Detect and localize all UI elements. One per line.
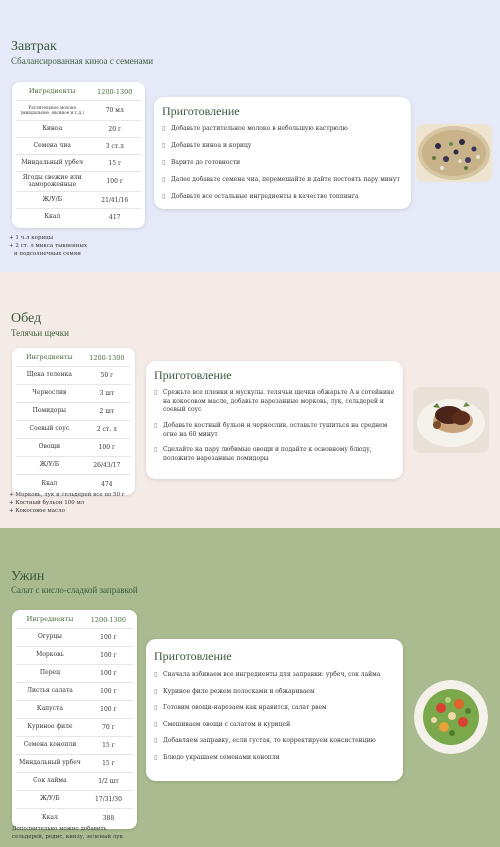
ingredient-amount: 2 шт xyxy=(99,408,115,415)
preparation-title: Приготовление xyxy=(154,649,232,663)
lunch-section xyxy=(0,272,500,528)
preparation-title: Приготовление xyxy=(154,368,232,382)
preparation-step: ▯ Смешиваем овощи с салатом и курицей xyxy=(154,721,291,728)
table-row xyxy=(16,737,133,755)
step-bullet-icon: ▯ xyxy=(154,688,158,695)
column-header: Ингредиенты xyxy=(26,615,74,624)
ingredient-name: Куриное филе xyxy=(27,723,73,731)
table-header xyxy=(16,350,131,367)
table-row xyxy=(16,475,131,493)
step-bullet-icon: ▯ xyxy=(162,176,166,183)
preparation-step: ▯ Сделайте на пару любимые овощи и подайте к основному блюду, положите нарезанные помидоры xyxy=(154,446,372,462)
note-line: и подсолнечных семян xyxy=(14,250,81,257)
table-row xyxy=(16,457,131,475)
note-line: + 1 ч.л корицы xyxy=(9,235,54,241)
ingredient-amount: 15 г xyxy=(102,760,115,767)
table-row xyxy=(16,791,133,809)
table-row xyxy=(16,647,133,665)
dinner-section xyxy=(0,528,500,847)
table-row xyxy=(16,209,141,226)
table-row xyxy=(16,155,141,172)
preparation-step: ▯ Добавьте растительное молоко в небольшую кастрюлю xyxy=(162,125,348,132)
ingredient-amount: 20 г xyxy=(108,125,122,133)
macros-value: 21/41/16 xyxy=(101,196,129,204)
ingredient-amount: 100 г xyxy=(106,178,123,185)
ingredient-amount: 100 г xyxy=(100,706,117,713)
table-row xyxy=(16,719,133,737)
table-row xyxy=(16,629,133,647)
ingredient-amount: 50 г xyxy=(100,372,114,379)
ingredient-name: Киноа xyxy=(42,124,63,132)
note-line: сельдерей, редис, кинзу, зеленый лук xyxy=(12,833,123,840)
step-bullet-icon: ▯ xyxy=(154,422,158,429)
preparation-step: ▯ Блюдо украшаем семенами конопли xyxy=(154,754,280,761)
ingredient-name: Перец xyxy=(39,669,60,677)
preparation-step: ▯ Добавляем заправку, если густая, то корректируем консистенцию xyxy=(154,737,376,744)
ingredient-name: Помидоры xyxy=(32,407,67,415)
table-header xyxy=(16,612,133,629)
column-header: 1200-1300 xyxy=(89,354,125,362)
preparation-title: Приготовление xyxy=(162,104,240,118)
ingredient-amount: 100 г xyxy=(100,670,117,677)
breakfast-ingredients-table xyxy=(12,82,145,228)
step-bullet-icon: ▯ xyxy=(154,704,158,711)
column-header: 1200-1300 xyxy=(97,88,133,96)
ingredient-amount: 100 г xyxy=(98,444,116,451)
preparation-step: ▯ Готовим овощи-нарезаем как нравится, салат рвем xyxy=(154,704,327,711)
ingredient-name: Овощи xyxy=(38,443,61,451)
dinner-title: Ужин xyxy=(11,569,45,584)
step-bullet-icon: ▯ xyxy=(154,754,158,761)
step-bullet-icon: ▯ xyxy=(162,125,166,132)
step-bullet-icon: ▯ xyxy=(162,142,166,149)
table-header xyxy=(16,84,141,101)
table-row xyxy=(16,367,131,385)
dinner-ingredients-table xyxy=(12,610,137,829)
lunch-title: Обед xyxy=(11,311,42,326)
lunch-photo xyxy=(413,387,489,453)
note-line: + Костный бульон 100 мл xyxy=(9,499,85,506)
step-bullet-icon: ▯ xyxy=(162,193,166,200)
preparation-step: ▯ Куриное филе режем полосками и обжариваем xyxy=(154,688,315,695)
ingredient-name: Миндальный урбеч xyxy=(21,158,84,166)
table-row xyxy=(16,701,133,719)
kcal-value: 474 xyxy=(101,480,113,488)
ingredient-amount: 15 г xyxy=(102,742,115,749)
ingredient-amount: 15 г xyxy=(108,159,122,167)
table-row xyxy=(16,101,141,121)
ingredient-amount: 100 г xyxy=(100,652,117,659)
preparation-step: ▯ Далее добавьте семена чиа, перемешайте и дайте постоять пару минут xyxy=(162,176,400,183)
note-line: + Кокосовое масло xyxy=(9,507,65,514)
ingredient-name: Сок лайма xyxy=(33,777,67,785)
table-row xyxy=(16,172,141,192)
column-header: Ингредиенты xyxy=(25,353,73,362)
breakfast-subtitle: Сбалансированная киноа с семенами xyxy=(11,56,154,66)
breakfast-notes xyxy=(9,235,87,259)
ingredient-name: Щека теленка xyxy=(26,371,72,379)
lunch-ingredients-table xyxy=(12,348,135,495)
table-row xyxy=(16,403,131,421)
ingredient-amount: 100 г xyxy=(100,634,117,641)
table-row xyxy=(16,421,131,439)
breakfast-preparation-card xyxy=(154,97,411,209)
ingredient-name: Листья салата xyxy=(26,687,73,695)
ingredient-name: Растительное молоко (миндальное, овсяное и т.д.) xyxy=(20,104,84,115)
step-bullet-icon: ▯ xyxy=(154,737,158,744)
step-bullet-icon: ▯ xyxy=(154,671,158,678)
preparation-step: ▯ Добавьте костный бульон и чернослив. оставьте тушиться на среднем огне на 60 минут xyxy=(154,422,388,438)
dinner-preparation-card xyxy=(146,639,403,781)
lunch-subtitle: Телячьи щечки xyxy=(11,328,69,338)
kcal-label: Ккал xyxy=(41,479,58,487)
macros-label: Ж/У/Б xyxy=(39,461,60,469)
kcal-label: Ккал xyxy=(44,213,61,221)
step-bullet-icon: ▯ xyxy=(154,721,158,728)
lunch-preparation-card xyxy=(146,361,403,479)
ingredient-amount: 3 ст.л xyxy=(105,142,124,150)
macros-value: 17/31/30 xyxy=(94,796,122,803)
dinner-photo xyxy=(414,680,488,754)
ingredient-name: Семена чиа xyxy=(33,141,71,149)
kcal-label: Ккал xyxy=(42,813,58,821)
kcal-value: 417 xyxy=(109,214,121,221)
ingredient-name: Миндальный урбеч xyxy=(19,759,81,767)
dinner-subtitle: Салат с кисло-сладкой заправкой xyxy=(11,585,138,595)
table-row xyxy=(16,439,131,457)
ingredient-name: Огурцы xyxy=(37,633,62,641)
ingredient-name: Ягоды свежие или замороженные xyxy=(22,173,82,188)
step-bullet-icon: ▯ xyxy=(154,389,158,396)
ingredient-amount: 2 ст. л xyxy=(96,426,117,433)
ingredient-name: Чернослив xyxy=(32,389,67,397)
table-row xyxy=(16,385,131,403)
step-bullet-icon: ▯ xyxy=(162,159,166,166)
breakfast-photo xyxy=(416,124,492,182)
table-row xyxy=(16,773,133,791)
ingredient-name: Капуста xyxy=(36,705,63,713)
note-line: Дополнительно можно добавить xyxy=(12,826,107,832)
table-row xyxy=(16,809,133,827)
table-row xyxy=(16,683,133,701)
macros-label: Ж/У/Б xyxy=(40,795,60,803)
preparation-step: ▯ Сначала взбиваем все ингредиенты для заправки: урбеч, сок лайма xyxy=(154,671,381,678)
table-row xyxy=(16,138,141,155)
preparation-step: ▯ Добавьте все остальные ингредиенты в качестве топпинга xyxy=(162,193,359,200)
table-row xyxy=(16,665,133,683)
ingredient-name: Семена конопли xyxy=(23,741,77,749)
macros-label: Ж/У/Б xyxy=(42,195,63,203)
ingredient-name: Морковь xyxy=(36,651,64,659)
breakfast-section xyxy=(0,0,500,272)
preparation-step: ▯ Варите до готовности xyxy=(162,159,241,166)
ingredient-amount: 100 г xyxy=(100,688,117,695)
note-line: + Морковь, лук и сельдерей все по 50 г xyxy=(9,492,125,498)
preparation-step: ▯ Добавьте киноа и корицу xyxy=(162,142,252,149)
column-header: 1200-1300 xyxy=(90,616,127,624)
preparation-step: ▯ Срежьте все пленки и мускулы. телячьи щечки обжарьте А в сотейнике на кокосовом масле, добавьте нарезанные морковь, лук, сельдерей и соевый соус xyxy=(154,389,395,414)
ingredient-name: Соевый соус xyxy=(29,425,70,433)
step-bullet-icon: ▯ xyxy=(154,446,158,453)
kcal-value: 388 xyxy=(102,814,115,822)
ingredient-amount: 1/2 шт xyxy=(98,778,119,785)
lunch-notes xyxy=(9,492,125,516)
column-header: Ингредиенты xyxy=(28,87,76,96)
ingredient-amount: 70 г xyxy=(102,724,115,731)
dinner-notes xyxy=(12,826,123,842)
breakfast-title: Завтрак xyxy=(11,39,57,54)
macros-value: 26/43/17 xyxy=(93,462,121,469)
table-row xyxy=(16,192,141,209)
ingredient-amount: 3 шт xyxy=(99,390,115,397)
table-row xyxy=(16,121,141,138)
note-line: + 2 ст. л микса тыквенных xyxy=(9,242,87,249)
table-row xyxy=(16,755,133,773)
ingredient-amount: 70 мл xyxy=(105,107,124,114)
